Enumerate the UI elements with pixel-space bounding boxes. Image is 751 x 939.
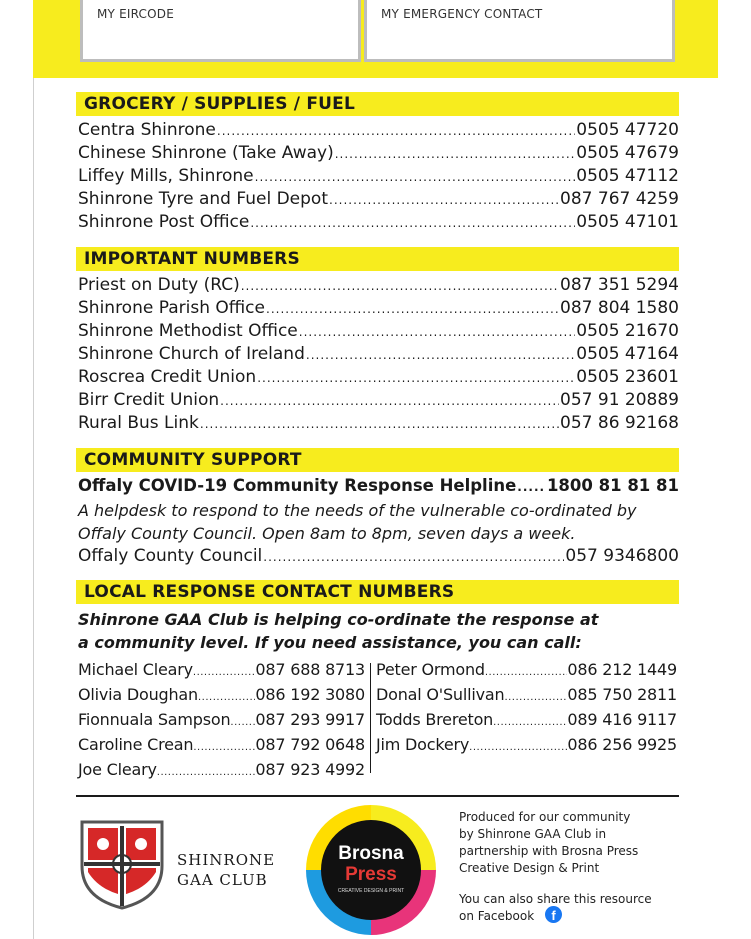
club-name-line1: SHINRONE	[177, 851, 276, 869]
list-item	[78, 298, 679, 321]
entry-number: 0505 47679	[576, 143, 679, 163]
list-item	[78, 413, 679, 436]
entry-name: Shinrone Church of Ireland	[78, 344, 305, 364]
contact-left	[78, 660, 365, 684]
entry-number: 087 804 1580	[560, 298, 679, 318]
produced-line: by Shinrone GAA Club in	[459, 827, 607, 841]
council-row	[78, 546, 679, 569]
eircode-field[interactable]	[80, 0, 361, 62]
share-line: on Facebook	[459, 909, 535, 923]
list-item	[78, 367, 679, 390]
entry-name: Shinrone Parish Office	[78, 298, 265, 318]
list-item	[78, 120, 679, 143]
contact-name: Caroline Crean	[78, 735, 194, 754]
eircode-label: MY EIRCODE	[97, 7, 175, 21]
contact-left	[78, 710, 365, 734]
leader-dots	[193, 742, 255, 753]
leader-dots	[263, 550, 564, 564]
leader-dots	[469, 742, 567, 753]
contact-number: 087 923 4992	[255, 760, 365, 779]
contact-right	[376, 710, 677, 734]
leader-dots	[335, 147, 576, 161]
list-item	[78, 189, 679, 212]
helpline-number: 1800 81 81 81	[546, 476, 679, 495]
entry-number: 0505 47164	[576, 344, 679, 364]
entry-name: Shinrone Post Office	[78, 212, 250, 232]
list-item	[78, 166, 679, 189]
leader-dots	[266, 302, 559, 316]
produced-line: partnership with Brosna Press	[459, 844, 639, 858]
contact-right	[376, 735, 677, 759]
important-heading	[76, 247, 679, 271]
gaa-crest-icon	[74, 816, 170, 912]
leader-dots	[517, 480, 546, 494]
share-line: You can also share this resource	[459, 892, 652, 906]
contact-name: Todds Brereton	[376, 710, 494, 729]
list-item	[78, 344, 679, 367]
contact-left	[78, 760, 365, 784]
local-heading-text: LOCAL RESPONSE CONTACT NUMBERS	[84, 582, 455, 602]
leader-dots	[485, 667, 568, 678]
local-intro-1: Shinrone GAA Club is helping co-ordinate the response at	[78, 610, 599, 629]
brosna-wordmark: Brosna	[338, 843, 404, 864]
local-intro-2: a community level. If you need assistance, you can call:	[78, 633, 582, 652]
grocery-heading	[76, 92, 679, 116]
emergency-contact-field[interactable]	[364, 0, 675, 62]
leader-dots	[217, 124, 575, 138]
contact-right	[376, 660, 677, 684]
leader-dots	[230, 717, 255, 728]
contact-name: Fionnuala Sampson	[78, 710, 231, 729]
brosna-tagline: CREATIVE DESIGN & PRINT	[337, 888, 405, 894]
community-heading	[76, 448, 679, 472]
leader-dots	[220, 394, 559, 408]
contact-number: 086 256 9925	[567, 735, 677, 754]
leader-dots	[198, 692, 255, 703]
leader-dots	[306, 348, 575, 362]
leader-dots	[504, 692, 567, 703]
list-item	[78, 390, 679, 413]
contact-name: Peter Ormond	[376, 660, 485, 679]
emergency-contact-label: MY EMERGENCY CONTACT	[381, 7, 543, 21]
footer-divider	[76, 795, 679, 797]
left-border	[33, 78, 34, 939]
entry-number: 057 91 20889	[560, 390, 679, 410]
entry-number: 087 351 5294	[560, 275, 679, 295]
entry-name: Priest on Duty (RC)	[78, 275, 240, 295]
helpline-description-1: A helpdesk to respond to the needs of the vulnerable co-ordinated by	[78, 501, 637, 520]
leader-dots	[255, 170, 576, 184]
leader-dots	[250, 216, 575, 230]
entry-number: 0505 23601	[576, 367, 679, 387]
important-heading-text: IMPORTANT NUMBERS	[84, 249, 300, 269]
contact-name: Michael Cleary	[78, 660, 193, 679]
column-divider	[370, 663, 371, 773]
contact-name: Donal O'Sullivan	[376, 685, 505, 704]
press-wordmark: Press	[345, 864, 397, 885]
list-item	[78, 143, 679, 166]
leader-dots	[193, 667, 256, 678]
entry-name: Shinrone Methodist Office	[78, 321, 298, 341]
entry-name: Centra Shinrone	[78, 120, 216, 140]
contact-name: Joe Cleary	[78, 760, 157, 779]
contact-number: 087 792 0648	[255, 735, 365, 754]
contact-number: 086 192 3080	[255, 685, 365, 704]
leader-dots	[493, 717, 567, 728]
helpline-row	[78, 476, 679, 499]
entry-number: 0505 47720	[576, 120, 679, 140]
leader-dots	[329, 193, 559, 207]
contact-name: Jim Dockery	[376, 735, 470, 754]
contact-number: 087 688 8713	[255, 660, 365, 679]
contact-number: 089 416 9117	[567, 710, 677, 729]
club-name-line2: GAA CLUB	[177, 871, 268, 889]
contact-number: 085 750 2811	[567, 685, 677, 704]
entry-number: 0505 47112	[576, 166, 679, 186]
leader-dots	[200, 417, 559, 431]
leader-dots	[241, 279, 559, 293]
facebook-icon[interactable]: f	[545, 906, 562, 923]
produced-line: Creative Design & Print	[459, 861, 600, 875]
produced-line: Produced for our community	[459, 810, 631, 824]
community-heading-text: COMMUNITY SUPPORT	[84, 450, 302, 470]
list-item	[78, 212, 679, 235]
entry-name: Shinrone Tyre and Fuel Depot	[78, 189, 328, 209]
brosna-press-logo	[306, 805, 436, 935]
helpline-description-2: Offaly County Council. Open 8am to 8pm, seven days a week.	[78, 524, 576, 543]
local-heading	[76, 580, 679, 604]
contact-number: 086 212 1449	[567, 660, 677, 679]
list-item	[78, 321, 679, 344]
entry-name: Rural Bus Link	[78, 413, 199, 433]
contact-left	[78, 685, 365, 709]
leader-dots	[157, 767, 256, 778]
entry-name: Birr Credit Union	[78, 390, 220, 410]
entry-number: 0505 21670	[576, 321, 679, 341]
entry-name: Liffey Mills, Shinrone	[78, 166, 254, 186]
helpline-name: Offaly COVID-19 Community Response Helpline	[78, 476, 517, 495]
contact-number: 087 293 9917	[255, 710, 365, 729]
entry-number: 057 86 92168	[560, 413, 679, 433]
contact-name: Olivia Doughan	[78, 685, 198, 704]
list-item	[78, 275, 679, 298]
leader-dots	[257, 371, 575, 385]
entry-number: 0505 47101	[576, 212, 679, 232]
entry-name: Roscrea Credit Union	[78, 367, 257, 387]
entry-number: 087 767 4259	[560, 189, 679, 209]
contact-right	[376, 685, 677, 709]
entry-number: 057 9346800	[565, 546, 679, 566]
contact-left	[78, 735, 365, 759]
entry-name: Chinese Shinrone (Take Away)	[78, 143, 334, 163]
grocery-heading-text: GROCERY / SUPPLIES / FUEL	[84, 94, 355, 114]
leader-dots	[299, 325, 576, 339]
entry-name: Offaly County Council	[78, 546, 263, 566]
